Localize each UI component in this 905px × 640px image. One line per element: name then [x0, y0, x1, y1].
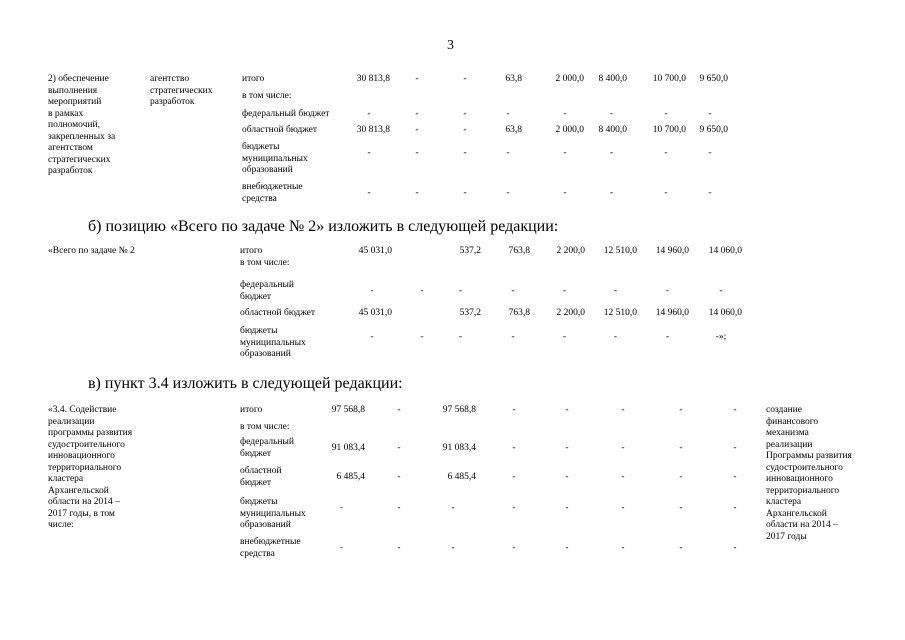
table-cell-value: 9 650,0: [699, 74, 728, 84]
table-cell-value: -: [565, 543, 569, 553]
table-cell-value: 14 060,0: [708, 308, 742, 318]
table-cell-value: 91 083,4: [442, 443, 476, 453]
table-cell-value: -: [451, 503, 455, 513]
table-cell-value: 9 650,0: [699, 125, 728, 135]
table-cell-value: 14 960,0: [655, 246, 689, 256]
table-cell-value: -: [367, 188, 371, 198]
table-cell-value: -: [565, 443, 569, 453]
table-cell-value: -: [621, 543, 625, 553]
table-cell-value: -: [563, 148, 567, 158]
table-cell-value: -: [397, 503, 401, 513]
table-cell-value: -: [621, 503, 625, 513]
table-cell-value: 12 510,0: [603, 308, 637, 318]
table-cell-value: -: [708, 109, 712, 119]
block1-executor: агентство стратегических разработок: [150, 74, 213, 107]
row-label: областной бюджет: [240, 466, 282, 488]
table-cell-value: -: [609, 109, 614, 119]
table-cell-value: -: [565, 472, 569, 482]
table-cell-value: -: [733, 503, 737, 513]
table-cell-value: -: [420, 286, 424, 296]
table-cell-value: -: [565, 503, 569, 513]
table-cell-value: -: [458, 332, 463, 342]
table-cell-value: 10 700,0: [652, 74, 686, 84]
row-label: бюджеты муниципальных образований: [242, 142, 308, 175]
table-cell-value: 6 485,4: [336, 472, 365, 482]
table-cell-value: 2 200,0: [556, 308, 585, 318]
table-cell-value: -: [506, 188, 510, 198]
table-cell-value: -: [415, 125, 419, 135]
table-cell-value: -: [733, 405, 737, 415]
table-cell-value: -: [367, 109, 371, 119]
table-cell-value: -: [415, 74, 419, 84]
table-cell-value: -: [415, 109, 419, 119]
table-cell-value: 45 031,0: [358, 246, 392, 256]
table-cell-value: -: [708, 148, 712, 158]
table-cell-value: -: [415, 148, 419, 158]
table-cell-value: -: [506, 109, 510, 119]
table-cell-value: -: [370, 332, 374, 342]
table-cell-value: -: [511, 332, 515, 342]
table-cell-value: -: [512, 472, 516, 482]
table-cell-value: -: [665, 286, 670, 296]
table-cell-value: -: [339, 503, 344, 513]
table-cell-value: -: [664, 109, 668, 119]
heading-b: б) позицию «Всего по задаче № 2» изложить в следующей редакции:: [88, 218, 559, 235]
table-cell-value: -: [563, 188, 567, 198]
row-label: областной бюджет: [240, 308, 316, 318]
table-cell-value: 91 083,4: [331, 443, 365, 453]
row-label: итого: [242, 74, 265, 84]
table-cell-value: -: [339, 543, 344, 553]
row-label: бюджеты муниципальных образований: [240, 497, 306, 530]
table-cell-value: -: [733, 443, 737, 453]
block2-item-text: «Всего по задаче № 2: [48, 246, 135, 256]
table-cell-value: 45 031,0: [358, 308, 392, 318]
table-cell-value: 8 400,0: [598, 74, 627, 84]
page-number: 3: [447, 38, 454, 53]
table-cell-value: -: [621, 472, 625, 482]
row-label: в том числе:: [240, 422, 290, 432]
table-cell-value: -: [512, 503, 516, 513]
table-cell-value: 6 485,4: [447, 472, 476, 482]
table-cell-value: -»;: [715, 332, 727, 342]
table-cell-value: -: [613, 286, 618, 296]
heading-v: в) пункт 3.4 изложить в следующей редакции:: [88, 375, 403, 392]
table-cell-value: 12 510,0: [603, 246, 637, 256]
table-cell-value: -: [733, 543, 737, 553]
table-cell-value: -: [609, 148, 614, 158]
table-cell-value: 2 000,0: [555, 74, 584, 84]
row-label: итого: [240, 405, 263, 415]
row-label: федеральный бюджет: [240, 280, 294, 302]
table-cell-value: -: [679, 443, 683, 453]
table-cell-value: -: [621, 443, 625, 453]
block3-item-text: «3.4. Содействие реализации программы развития судостроительного инновационного территориального кластера Архангельской области на 2014 – 2017 годы, в том числе:: [48, 405, 133, 530]
table-cell-value: 97 568,8: [331, 405, 365, 415]
row-label: внебюджетные средства: [242, 182, 303, 204]
table-cell-value: 14 060,0: [708, 246, 742, 256]
table-cell-value: -: [665, 332, 670, 342]
table-cell-value: -: [719, 286, 723, 296]
table-cell-value: -: [451, 543, 455, 553]
table-cell-value: 8 400,0: [598, 125, 627, 135]
table-cell-value: -: [420, 332, 424, 342]
table-cell-value: -: [512, 443, 516, 453]
table-cell-value: -: [679, 405, 683, 415]
table-cell-value: 10 700,0: [652, 125, 686, 135]
table-cell-value: -: [370, 286, 374, 296]
table-cell-value: -: [664, 188, 668, 198]
table-cell-value: -: [679, 472, 683, 482]
table-cell-value: -: [563, 109, 567, 119]
table-cell-value: 2 200,0: [556, 246, 585, 256]
table-cell-value: -: [664, 148, 668, 158]
row-label: бюджеты муниципальных образований: [240, 326, 306, 359]
table-cell-value: -: [367, 148, 371, 158]
table-cell-value: -: [458, 286, 463, 296]
table-cell-value: -: [679, 503, 683, 513]
table-cell-value: -: [708, 188, 712, 198]
table-cell-value: 63,8: [505, 74, 522, 84]
row-label: федеральный бюджет: [242, 109, 330, 119]
row-label: федеральный бюджет: [240, 437, 294, 459]
table-cell-value: 763,8: [508, 308, 530, 318]
block3-result-text: создание финансового механизма реализации Программы развития судостроительного инновационного территориального кластера Архангельской области на 2014 – 2017 годы: [766, 405, 852, 542]
table-cell-value: 537,2: [459, 308, 481, 318]
row-label: итого в том числе:: [240, 246, 290, 268]
table-cell-value: -: [397, 405, 401, 415]
table-cell-value: 2 000,0: [555, 125, 584, 135]
table-cell-value: -: [562, 286, 567, 296]
table-cell-value: 30 813,8: [356, 74, 390, 84]
table-cell-value: -: [511, 286, 515, 296]
table-cell-value: -: [613, 332, 618, 342]
block1-item-text: 2) обеспечение выполнения мероприятий в рамках полномочий, закрепленных за агентством стратегических разработок: [48, 74, 116, 176]
table-cell-value: -: [415, 188, 419, 198]
table-cell-value: -: [565, 405, 569, 415]
table-cell-value: -: [463, 188, 467, 198]
table-cell-value: 30 813,8: [356, 125, 390, 135]
table-cell-value: -: [733, 472, 737, 482]
table-cell-value: 14 960,0: [655, 308, 689, 318]
table-cell-value: -: [463, 109, 467, 119]
table-cell-value: -: [512, 543, 516, 553]
table-cell-value: 537,2: [459, 246, 481, 256]
table-cell-value: 763,8: [508, 246, 530, 256]
row-label: областной бюджет: [242, 125, 318, 135]
table-cell-value: -: [397, 443, 401, 453]
table-cell-value: -: [621, 405, 625, 415]
table-cell-value: -: [463, 148, 467, 158]
table-cell-value: -: [463, 74, 467, 84]
table-cell-value: -: [397, 472, 401, 482]
table-cell-value: -: [512, 405, 516, 415]
table-cell-value: -: [562, 332, 567, 342]
table-cell-value: -: [463, 125, 467, 135]
row-label: в том числе:: [242, 91, 292, 101]
table-cell-value: 63,8: [505, 125, 522, 135]
table-cell-value: -: [506, 148, 510, 158]
table-cell-value: 97 568,8: [442, 405, 476, 415]
table-cell-value: -: [397, 543, 401, 553]
table-cell-value: -: [609, 188, 614, 198]
table-cell-value: -: [679, 543, 683, 553]
row-label: внебюджетные средства: [240, 537, 301, 559]
